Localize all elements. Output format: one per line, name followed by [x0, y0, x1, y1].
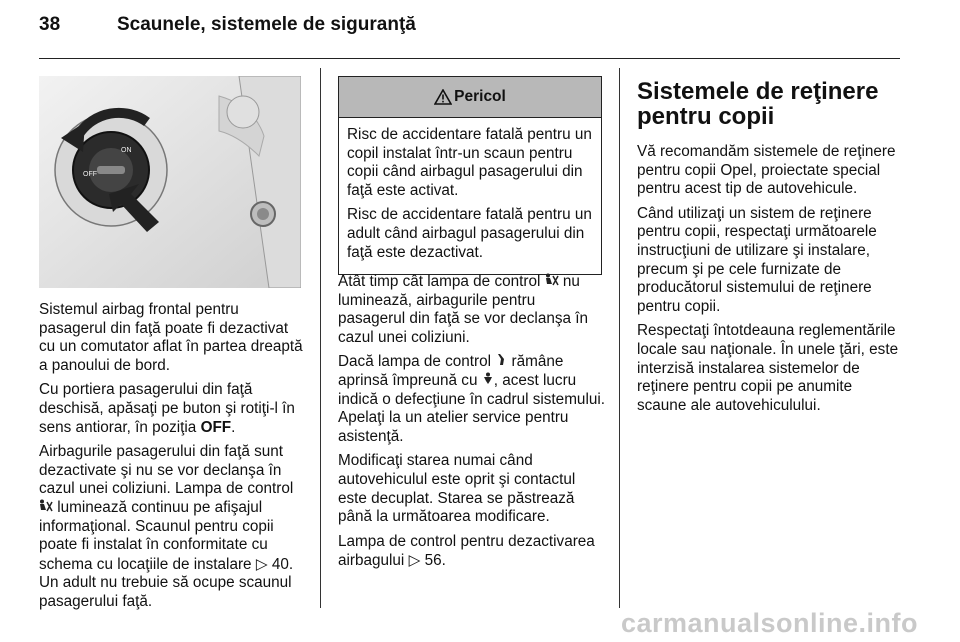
- danger-paragraph-2: Risc de accidentare fatală pentru un adult când airbagul pasagerului din faţă este dezactivat.: [347, 206, 592, 261]
- passenger-seat-icon: [482, 372, 494, 391]
- reference-arrow-icon: ▷: [255, 554, 268, 573]
- danger-paragraph-1: Risc de accidentare fatală pentru un copil instalat într-un scaun pentru copii când airbagul pasagerului din faţă este activat.: [347, 126, 592, 199]
- airbag-switch-illustration: [39, 76, 301, 288]
- off-position-label: OFF: [200, 418, 232, 436]
- col3-paragraph-2: Când utilizaţi un sistem de reţinere pentru copii, respectaţi următoarele instrucţiuni de utilizare şi instalare, precum şi pe cele furnizate de producătorul sistemului de reţinere pentru copii.: [637, 204, 877, 315]
- danger-box: [338, 76, 602, 275]
- col2-paragraph-4: Lampa de control pentru dezactivarea airbagului ▷ 56.: [338, 532, 595, 570]
- column-3-text: [637, 79, 903, 421]
- col1-paragraph-2: Cu portiera pasagerului din faţă deschisă, apăsaţi pe buton şi rotiţi-l în sens antiorar, în poziţia OFF.: [39, 381, 295, 436]
- reference-arrow-icon: ▷: [408, 551, 421, 570]
- danger-body: [339, 118, 601, 274]
- column-divider-1: [320, 68, 321, 608]
- page-number: 38: [39, 14, 61, 35]
- airbag-off-lamp-icon: [545, 273, 559, 292]
- watermark: carmanualsonline.info: [620, 608, 918, 638]
- warning-triangle-icon: [434, 89, 452, 105]
- col3-paragraph-1: Vă recomandăm sistemele de reţinere pentru copii Opel, proiectate special pentru acest tip de autovehicule.: [637, 143, 896, 198]
- col1-paragraph-3: Airbagurile pasagerului din faţă sunt dezactivate şi nu se vor declanşa în cazul unei coliziuni. Lampa de control luminează continuu pe afişajul informaţional. Scaunul pentru copii poate fi instalat în conformitate cu schema cu locaţiile de instalare ▷ 40. Un adult nu trebuie să ocupe scaunul pasagerului faţă.: [39, 443, 294, 610]
- danger-title: Pericol: [454, 88, 506, 105]
- column-2-text: [338, 273, 606, 577]
- col3-paragraph-3: Respectaţi întotdeauna reglementările locale sau naţionale. În unele ţări, este interzisă instalarea sistemelor de reţinere pentru copii pe anumite scaune ale autovehiculului.: [637, 322, 899, 414]
- switch-off-label: OFF: [83, 171, 97, 178]
- page-header: [39, 14, 899, 46]
- switch-on-label: ON: [121, 147, 132, 154]
- header-rule: [39, 58, 900, 59]
- section-title: Sistemele de reţinere pentru copii: [637, 78, 879, 130]
- col2-paragraph-3: Modificaţi starea numai când autovehiculul este oprit şi contactul este decuplat. Starea se păstrează până la următoarea modificare.: [338, 452, 576, 526]
- chapter-title: Scaunele, sistemele de siguranţă: [117, 14, 416, 35]
- column-1-text: [39, 301, 307, 618]
- col2-paragraph-1: Atât timp cât lampa de control nu luminează, airbagurile pentru pasagerul din faţă se vor declanşa în cazul unei coliziuni.: [338, 273, 589, 346]
- col2-paragraph-2: Dacă lampa de control rămâne aprinsă împreună cu , acest lucru indică o defecţiune în cadrul sistemului. Apelaţi la un atelier service pentru asistenţă.: [338, 353, 605, 445]
- airbag-warning-lamp-icon: [495, 353, 507, 372]
- column-divider-2: [619, 68, 620, 608]
- airbag-off-lamp-icon: [39, 499, 53, 518]
- danger-header: [339, 77, 601, 118]
- col1-paragraph-1: Sistemul airbag frontal pentru pasagerul din faţă poate fi dezactivat cu un comutator aflat în partea dreaptă a panoului de bord.: [39, 301, 303, 374]
